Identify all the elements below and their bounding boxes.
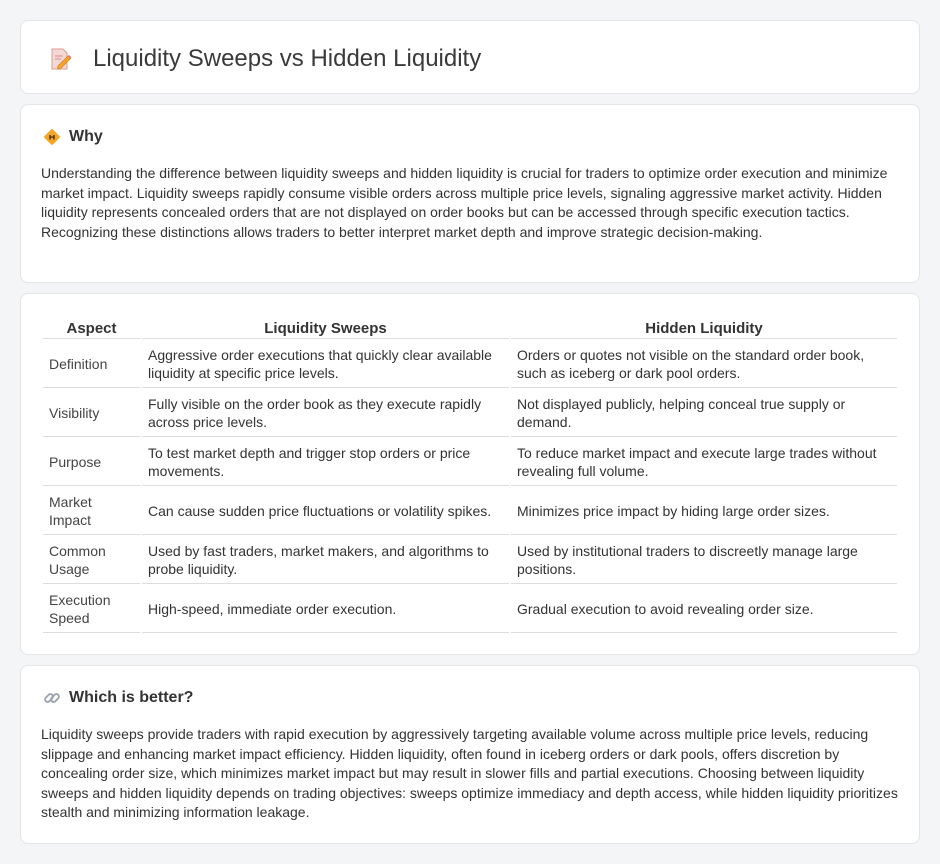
row-sweeps: Aggressive order executions that quickly clear available liquidity at specific price levels. — [142, 341, 509, 388]
table-row — [43, 390, 897, 437]
better-body: Liquidity sweeps provide traders with rapid execution by aggressively targeting available volume across multiple price levels, reducing slippage and enhancing market impact efficiency. Hidden liquidity, often found in iceberg orders or dark pools, offers discretion by concealing order size, which minimizes market impact but may result in slower fills and partial executions. Choosing between liquidity sweeps and hidden liquidity depends on trading objectives: sweeps optimize immediacy and depth access, while hidden liquidity prioritizes stealth and minimizing information leakage. — [41, 726, 898, 821]
row-sweeps: Fully visible on the order book as they execute rapidly across price levels. — [142, 390, 509, 437]
row-sweeps: High-speed, immediate order execution. — [142, 586, 509, 633]
row-hidden: To reduce market impact and execute large trades without revealing full volume. — [511, 439, 897, 486]
comparison-table — [41, 315, 899, 635]
row-sweeps: Can cause sudden price fluctuations or volatility spikes. — [142, 488, 509, 535]
why-section — [20, 104, 920, 283]
header-hidden-liquidity: Hidden Liquidity — [511, 317, 897, 339]
link-icon — [43, 689, 61, 707]
why-body: Understanding the difference between liquidity sweeps and hidden liquidity is crucial for traders to optimize order execution and minimize market impact. Liquidity sweeps rapidly consume visible orders across multiple price levels, signaling aggressive market activity. Hidden liquidity represents concealed orders that are not displayed on order books but can be accessed through specific execution tactics. Recognizing these distinctions allows traders to better interpret market depth and improve strategic decision-making. — [41, 165, 888, 240]
row-aspect: Market Impact — [43, 488, 140, 535]
table-row — [43, 537, 897, 584]
row-hidden: Used by institutional traders to discreetly manage large positions. — [511, 537, 897, 584]
table-row — [43, 341, 897, 388]
table-row — [43, 439, 897, 486]
why-heading: Why — [69, 128, 103, 145]
row-aspect: Execution Speed — [43, 586, 140, 633]
row-hidden: Not displayed publicly, helping conceal true supply or demand. — [511, 390, 897, 437]
row-aspect: Visibility — [43, 390, 140, 437]
page-title: Liquidity Sweeps vs Hidden Liquidity — [93, 45, 482, 72]
document-pencil-icon — [48, 47, 72, 71]
row-sweeps: To test market depth and trigger stop orders or price movements. — [142, 439, 509, 486]
table-row — [43, 586, 897, 633]
row-aspect: Common Usage — [43, 537, 140, 584]
header-aspect: Aspect — [43, 317, 140, 339]
diamond-sign-icon — [43, 128, 61, 146]
row-hidden: Minimizes price impact by hiding large order sizes. — [511, 488, 897, 535]
why-heading-row — [43, 127, 103, 147]
table-header-row — [43, 317, 897, 339]
better-heading: Which is better? — [69, 689, 194, 706]
comparison-card — [20, 293, 920, 655]
which-is-better-section — [20, 665, 920, 844]
table-row — [43, 488, 897, 535]
header-liquidity-sweeps: Liquidity Sweeps — [142, 317, 509, 339]
row-aspect: Purpose — [43, 439, 140, 486]
row-aspect: Definition — [43, 341, 140, 388]
row-hidden: Gradual execution to avoid revealing order size. — [511, 586, 897, 633]
header-card — [20, 20, 920, 94]
row-sweeps: Used by fast traders, market makers, and algorithms to probe liquidity. — [142, 537, 509, 584]
better-heading-row — [43, 688, 193, 708]
row-hidden: Orders or quotes not visible on the standard order book, such as iceberg or dark pool orders. — [511, 341, 897, 388]
